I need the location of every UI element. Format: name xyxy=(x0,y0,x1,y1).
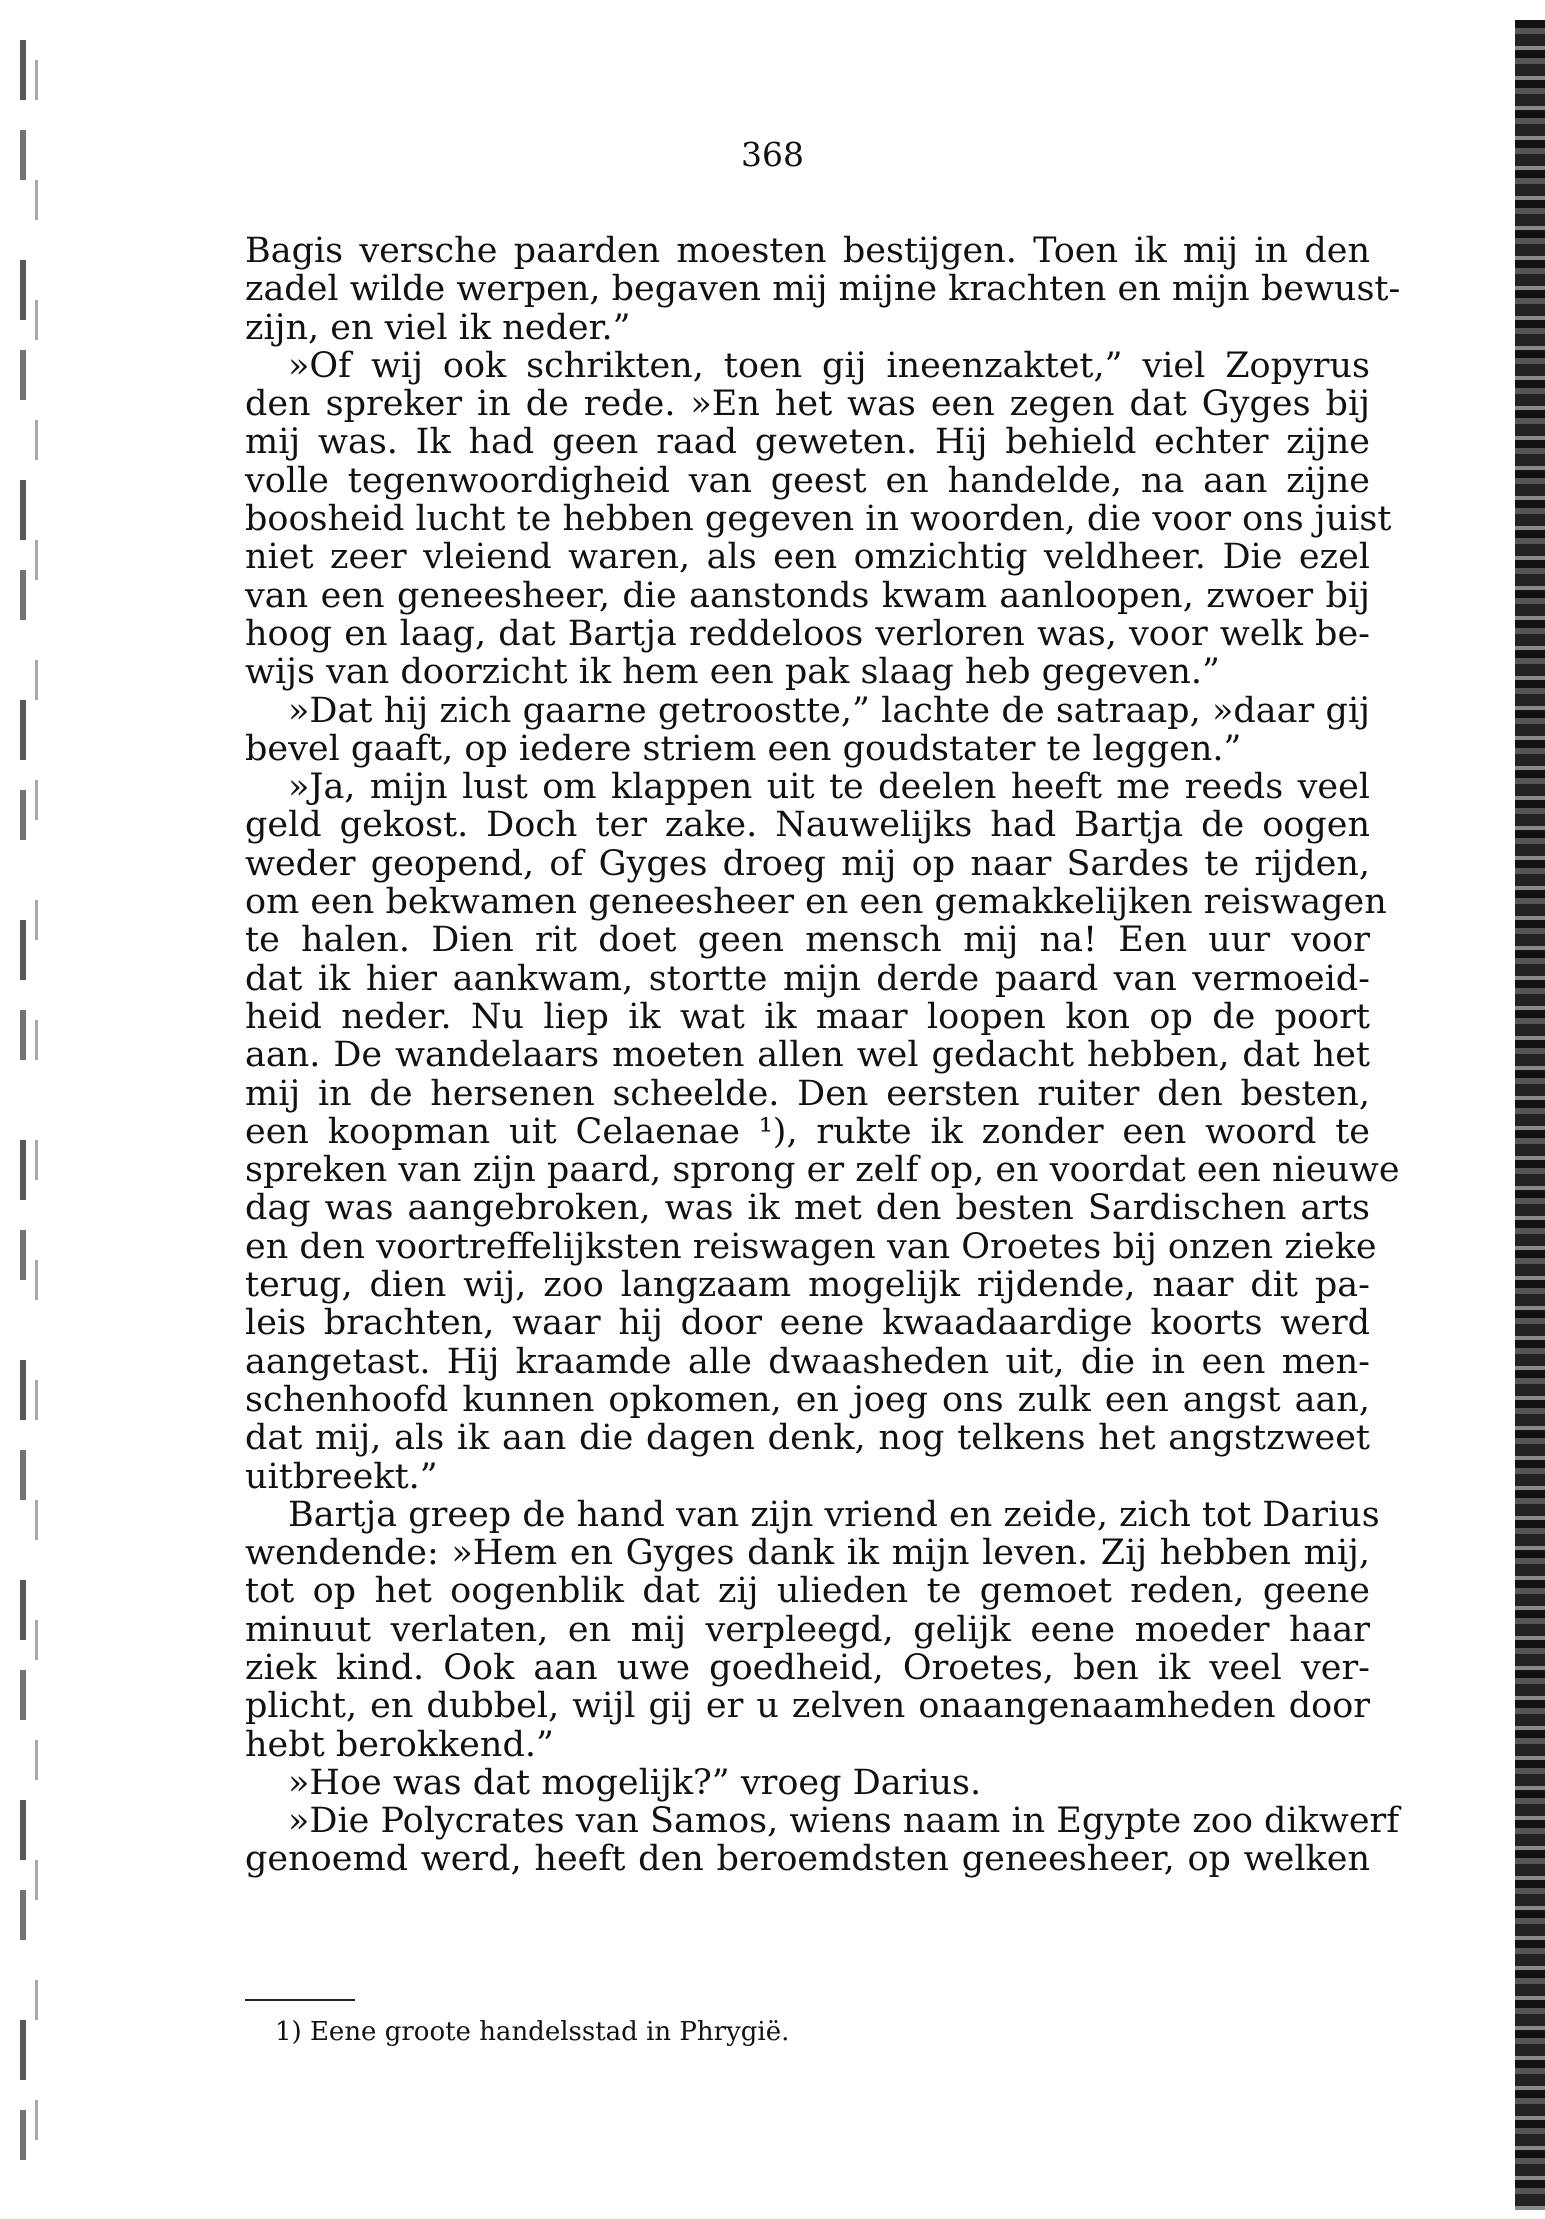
text-line: boosheid lucht te hebben gegeven in woorden, die voor ons juist xyxy=(245,499,1392,540)
text-line: dat ik hier aankwam, stortte mijn derde paard van vermoeid- xyxy=(245,958,1370,999)
text-line: mij in de hersenen scheelde. Den eersten ruiter den besten, xyxy=(245,1073,1370,1114)
text-line: hebt berokkend.” xyxy=(245,1724,554,1765)
text-line: »Ja, mijn lust om klappen uit te deelen heeft me reeds veel xyxy=(288,767,1370,808)
text-line: den spreker in de rede. »En het was een zegen dat Gyges bij xyxy=(245,384,1370,425)
text-line: genoemd werd, heeft den beroemdsten geneesheer, op welken xyxy=(245,1839,1370,1880)
text-line: geld gekost. Doch ter zake. Nauwelijks had Bartja de oogen xyxy=(245,805,1370,846)
text-line: wendende: »Hem en Gyges dank ik mijn leven. Zij hebben mij, xyxy=(245,1533,1370,1574)
scan-edge-left xyxy=(20,40,26,2190)
text-line: terug, dien wij, zoo langzaam mogelijk rijdende, naar dit pa- xyxy=(245,1265,1370,1306)
text-line: wijs van doorzicht ik hem een pak slaag heb gegeven.” xyxy=(245,652,1220,693)
text-line: schenhoofd kunnen opkomen, en joeg ons zulk een angst aan, xyxy=(245,1379,1370,1420)
text-line: dag was aangebroken, was ik met den besten Sardischen arts xyxy=(245,1188,1370,1229)
text-line: heid neder. Nu liep ik wat ik maar loopen kon op de poort xyxy=(245,996,1370,1037)
scan-edge-left-mark xyxy=(35,60,38,2160)
scan-edge-right xyxy=(1515,20,1545,2210)
text-line: weder geopend, of Gyges droeg mij op naar Sardes te rijden, xyxy=(245,843,1370,884)
text-line: mij was. Ik had geen raad geweten. Hij behield echter zijne xyxy=(245,422,1370,463)
text-line: »Of wij ook schrikten, toen gij ineenzaktet,” viel Zopyrus xyxy=(288,345,1370,386)
text-line: plicht, en dubbel, wijl gij er u zelven onaangenaamheden door xyxy=(245,1686,1370,1727)
body-text xyxy=(245,231,1401,1880)
text-line: uitbreekt.” xyxy=(245,1456,438,1497)
text-line: Bartja greep de hand van zijn vriend en zeide, zich tot Darius xyxy=(288,1494,1380,1535)
text-line: zijn, en viel ik neder.” xyxy=(245,307,631,348)
text-line: volle tegenwoordigheid van geest en handelde, na aan zijne xyxy=(245,460,1370,501)
text-line: tot op het oogenblik dat zij ulieden te gemoet reden, geene xyxy=(245,1571,1370,1612)
text-line: bevel gaaft, op iedere striem een goudstater te leggen.” xyxy=(245,728,1242,769)
page-number: 368 xyxy=(741,135,804,174)
text-line: te halen. Dien rit doet geen mensch mij na! Een uur voor xyxy=(245,920,1370,961)
text-line: zadel wilde werpen, begaven mij mijne krachten en mijn bewust- xyxy=(245,269,1401,310)
text-line: »Hoe was dat mogelijk?” vroeg Darius. xyxy=(288,1762,982,1803)
text-line: een koopman uit Celaenae ¹), rukte ik zonder een woord te xyxy=(245,1111,1370,1152)
text-line: minuut verlaten, en mij verpleegd, gelijk eene moeder haar xyxy=(245,1609,1370,1650)
text-line: dat mij, als ik aan die dagen denk, nog telkens het angstzweet xyxy=(245,1418,1370,1459)
text-line: »Dat hij zich gaarne getroostte,” lachte de satraap, »daar gij xyxy=(288,690,1370,731)
text-line: niet zeer vleiend waren, als een omzichtig veldheer. Die ezel xyxy=(245,537,1370,578)
footnote: 1) Eene groote handelsstad in Phrygië. xyxy=(275,2017,790,2047)
text-line: om een bekwamen geneesheer en een gemakkelijken reiswagen xyxy=(245,882,1387,923)
text-line: »Die Polycrates van Samos, wiens naam in Egypte zoo dikwerf xyxy=(288,1801,1400,1842)
text-line: van een geneesheer, die aanstonds kwam aanloopen, zwoer bij xyxy=(245,575,1370,616)
footnote-rule xyxy=(245,1999,355,2001)
text-line: aan. De wandelaars moeten allen wel gedacht hebben, dat het xyxy=(245,1035,1370,1076)
text-line: hoog en laag, dat Bartja reddeloos verloren was, voor welk be- xyxy=(245,613,1370,654)
text-line: en den voortreffelijksten reiswagen van Oroetes bij onzen zieke xyxy=(245,1226,1377,1267)
text-line: Bagis versche paarden moesten bestijgen. Toen ik mij in den xyxy=(245,231,1370,271)
text-line: leis brachten, waar hij door eene kwaadaardige koorts werd xyxy=(245,1303,1370,1344)
text-line: ziek kind. Ook aan uwe goedheid, Oroetes, ben ik veel ver- xyxy=(245,1647,1370,1688)
text-line: aangetast. Hij kraamde alle dwaasheden uit, die in een men- xyxy=(245,1341,1370,1382)
text-line: spreken van zijn paard, sprong er zelf op, en voordat een nieuwe xyxy=(245,1150,1400,1191)
